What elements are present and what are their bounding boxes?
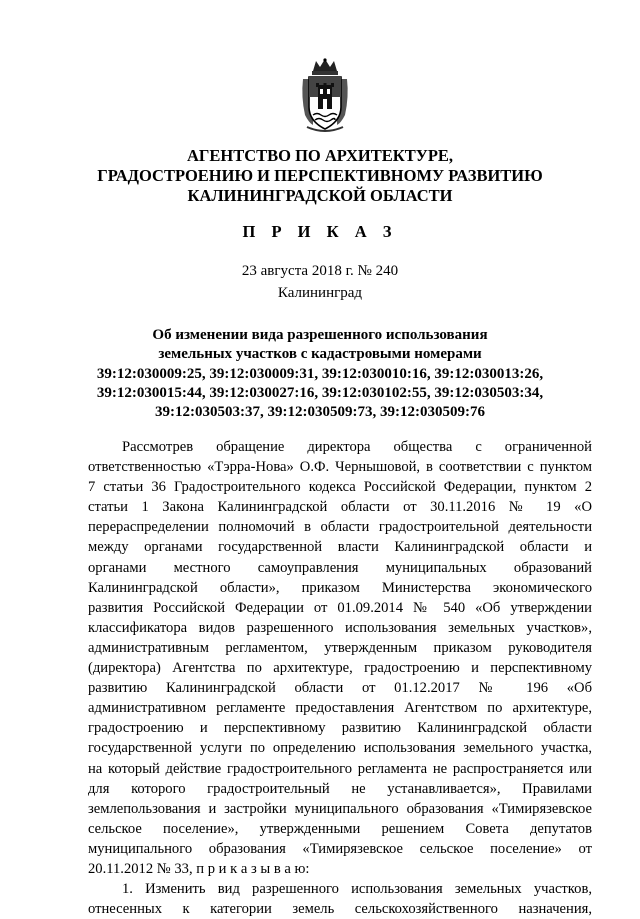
cadastral-numbers-line: 39:12:030015:44, 39:12:030027:16, 39:12:030102:55, 39:12:030503:34,	[96, 384, 544, 401]
order-item-1: 1. Изменить вид разрешенного использования земельных участков,	[122, 881, 592, 898]
body-line: статьи 1 Закона Калининградской области от 30.11.2016 № 19 «О	[88, 499, 592, 516]
body-line: на который действие градостроительного регламента не распространяется или	[88, 760, 592, 777]
body-line: для которого градостроительный не устанавливается», Правилами	[88, 780, 592, 797]
body-line: перераспределении полномочий в области градостроительной деятельности	[88, 519, 592, 536]
city: Калининград	[277, 285, 363, 301]
agency-name-line: ГРАДОСТРОЕНИЮ И ПЕРСПЕКТИВНОМУ РАЗВИТИЮ	[97, 166, 543, 185]
body-line: между органами государственной власти Калининградской области и	[88, 539, 592, 556]
body-line: Калининградской области», приказом Министерства экономического	[88, 579, 592, 596]
body-line: градостроению и перспективному развитию Калининградской области	[88, 720, 592, 737]
body-line: административным регламентом, утвержденным приказом руководителя	[88, 639, 592, 656]
body-line: сельское поселение», утвержденными решением Совета депутатов	[88, 820, 592, 837]
body-line: развития Российской Федерации от 01.09.2014 № 540 «Об утверждении	[88, 599, 592, 616]
body-line: отнесенных к категории земель сельскохозяйственного назначения,	[88, 901, 592, 918]
agency-name	[0, 146, 640, 206]
body-line: (директора) Агентства по архитектуре, градостроению и перспективному	[88, 660, 592, 677]
date-and-number: 23 августа 2018 г. № 240	[241, 263, 399, 279]
body-line: административном регламенте предоставления Агентством по архитектуре,	[88, 700, 592, 717]
body-line: классификатора видов разрешенного использования земельных участков»,	[88, 619, 592, 636]
agency-name-line: АГЕНТСТВО ПО АРХИТЕКТУРЕ,	[186, 146, 454, 165]
body-line: землепользования и застройки муниципального образования «Тимирязевское	[88, 800, 592, 817]
body-line: ответственностью «Тэрра-Нова» О.Ф. Чернышовой, в соответствии с пунктом	[88, 459, 592, 476]
body-line: Рассмотрев обращение директора общества с ограниченной	[122, 439, 592, 455]
subject-line: Об изменении вида разрешенного использования	[152, 327, 488, 343]
subject-line: земельных участков с кадастровыми номерами	[158, 346, 482, 363]
order-subject	[0, 326, 640, 422]
body-line: развитию Калининградской области от 01.12.2017 № 196 «Об	[88, 680, 592, 697]
body-line: органами местного самоуправления муниципальных образований	[88, 559, 592, 576]
coat-of-arms-icon	[299, 57, 351, 133]
body-line: 20.11.2012 № 33, п р и к а з ы в а ю:	[88, 860, 310, 877]
agency-name-line: КАЛИНИНГРАДСКОЙ ОБЛАСТИ	[187, 186, 453, 205]
order-body	[88, 437, 592, 919]
body-line: государственной услуги по определению использования земельного участка,	[88, 740, 592, 757]
document-type: П Р И К А З	[242, 222, 398, 241]
body-line: муниципального образования «Тимирязевское сельское поселение» от	[88, 840, 592, 857]
body-line: 7 статьи 36 Градостроительного кодекса Российской Федерации, пунктом 2	[88, 479, 592, 496]
cadastral-numbers-line: 39:12:030503:37, 39:12:030509:73, 39:12:030509:76	[155, 404, 485, 421]
cadastral-numbers-line: 39:12:030009:25, 39:12:030009:31, 39:12:030010:16, 39:12:030013:26,	[96, 365, 544, 382]
